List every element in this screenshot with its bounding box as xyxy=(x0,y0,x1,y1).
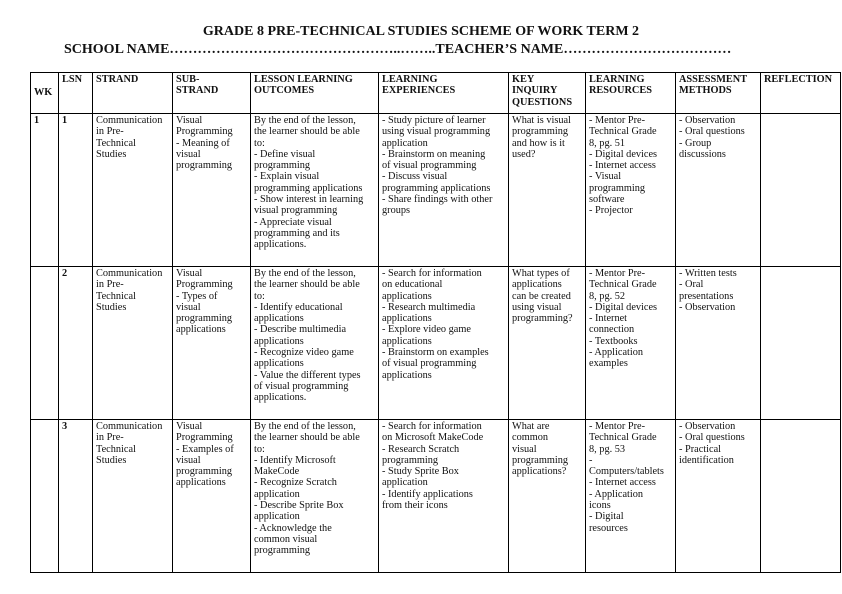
cell-sub-strand: Visual Programming - Examples of visual programming applications xyxy=(173,420,251,573)
cell-wk: 1 xyxy=(31,114,59,267)
cell-sub-strand: Visual Programming - Types of visual programming applications xyxy=(173,267,251,420)
cell-lsn: 1 xyxy=(59,114,93,267)
cell-outcomes: By the end of the lesson, the learner should be able to: - Identify Microsoft MakeCode - Recognize Scratch application - Describe Sprite Box application - Acknowledge the common visual programming xyxy=(251,420,379,573)
cell-outcomes: By the end of the lesson, the learner should be able to: - Define visual programming - Explain visual programming applications - Show interest in learning visual programming - Appreciate visual programming and its applications. xyxy=(251,114,379,267)
cell-reflection[interactable] xyxy=(761,114,841,267)
cell-inquiry: What is visual programming and how is it used? xyxy=(509,114,586,267)
header-sub-strand: SUB- STRAND xyxy=(173,73,251,114)
header-experiences: LEARNING EXPERIENCES xyxy=(379,73,509,114)
cell-resources: - Mentor Pre- Technical Grade 8, pg. 51 - Digital devices - Internet access - Visual programming software - Projector xyxy=(586,114,676,267)
cell-outcomes: By the end of the lesson, the learner should be able to: - Identify educational applications - Describe multimedia applications - Recognize video game applications - Value the different types of visual programming applications. xyxy=(251,267,379,420)
cell-lsn: 2 xyxy=(59,267,93,420)
cell-strand: Communication in Pre- Technical Studies xyxy=(93,267,173,420)
header-row xyxy=(31,73,841,114)
header-assessment: ASSESSMENT METHODS xyxy=(676,73,761,114)
table-row xyxy=(31,114,841,267)
header-strand: STRAND xyxy=(93,73,173,114)
cell-assessment: - Observation - Oral questions - Group discussions xyxy=(676,114,761,267)
cell-resources: - Mentor Pre- Technical Grade 8, pg. 52 - Digital devices - Internet connection - Textbooks - Application examples xyxy=(586,267,676,420)
cell-reflection[interactable] xyxy=(761,420,841,573)
cell-lsn: 3 xyxy=(59,420,93,573)
cell-sub-strand: Visual Programming - Meaning of visual programming xyxy=(173,114,251,267)
table-row xyxy=(31,267,841,420)
cell-wk xyxy=(31,267,59,420)
cell-strand: Communication in Pre- Technical Studies xyxy=(93,420,173,573)
table-row xyxy=(31,420,841,573)
header-wk: WK xyxy=(31,73,59,114)
cell-strand: Communication in Pre- Technical Studies xyxy=(93,114,173,267)
cell-assessment: - Observation - Oral questions - Practical identification xyxy=(676,420,761,573)
cell-inquiry: What types of applications can be created using visual programming? xyxy=(509,267,586,420)
header-outcomes: LESSON LEARNING OUTCOMES xyxy=(251,73,379,114)
cell-reflection[interactable] xyxy=(761,267,841,420)
school-teacher-line: SCHOOL NAME…………………………………………..……..TEACHER’S NAME……………………………… xyxy=(64,42,732,57)
document-title: GRADE 8 PRE-TECHNICAL STUDIES SCHEME OF WORK TERM 2 xyxy=(202,24,640,39)
cell-assessment: - Written tests - Oral presentations - Observation xyxy=(676,267,761,420)
header-resources: LEARNING RESOURCES xyxy=(586,73,676,114)
cell-experiences: - Search for information on Microsoft MakeCode - Research Scratch programming - Study Sprite Box application - Identify applications from their icons xyxy=(379,420,509,573)
header-reflection: REFLECTION xyxy=(761,73,841,114)
header-inquiry: KEY INQUIRY QUESTIONS xyxy=(509,73,586,114)
scheme-of-work-table xyxy=(30,72,841,573)
cell-wk xyxy=(31,420,59,573)
header-lsn: LSN xyxy=(59,73,93,114)
cell-inquiry: What are common visual programming applications? xyxy=(509,420,586,573)
cell-resources: - Mentor Pre- Technical Grade 8, pg. 53 - Computers/tablets - Internet access - Application icons - Digital resources xyxy=(586,420,676,573)
cell-experiences: - Search for information on educational applications - Research multimedia applications - Explore video game applications - Brainstorm on examples of visual programming applications xyxy=(379,267,509,420)
cell-experiences: - Study picture of learner using visual programming application - Brainstorm on meaning of visual programming - Discuss visual programming applications - Share findings with other groups xyxy=(379,114,509,267)
